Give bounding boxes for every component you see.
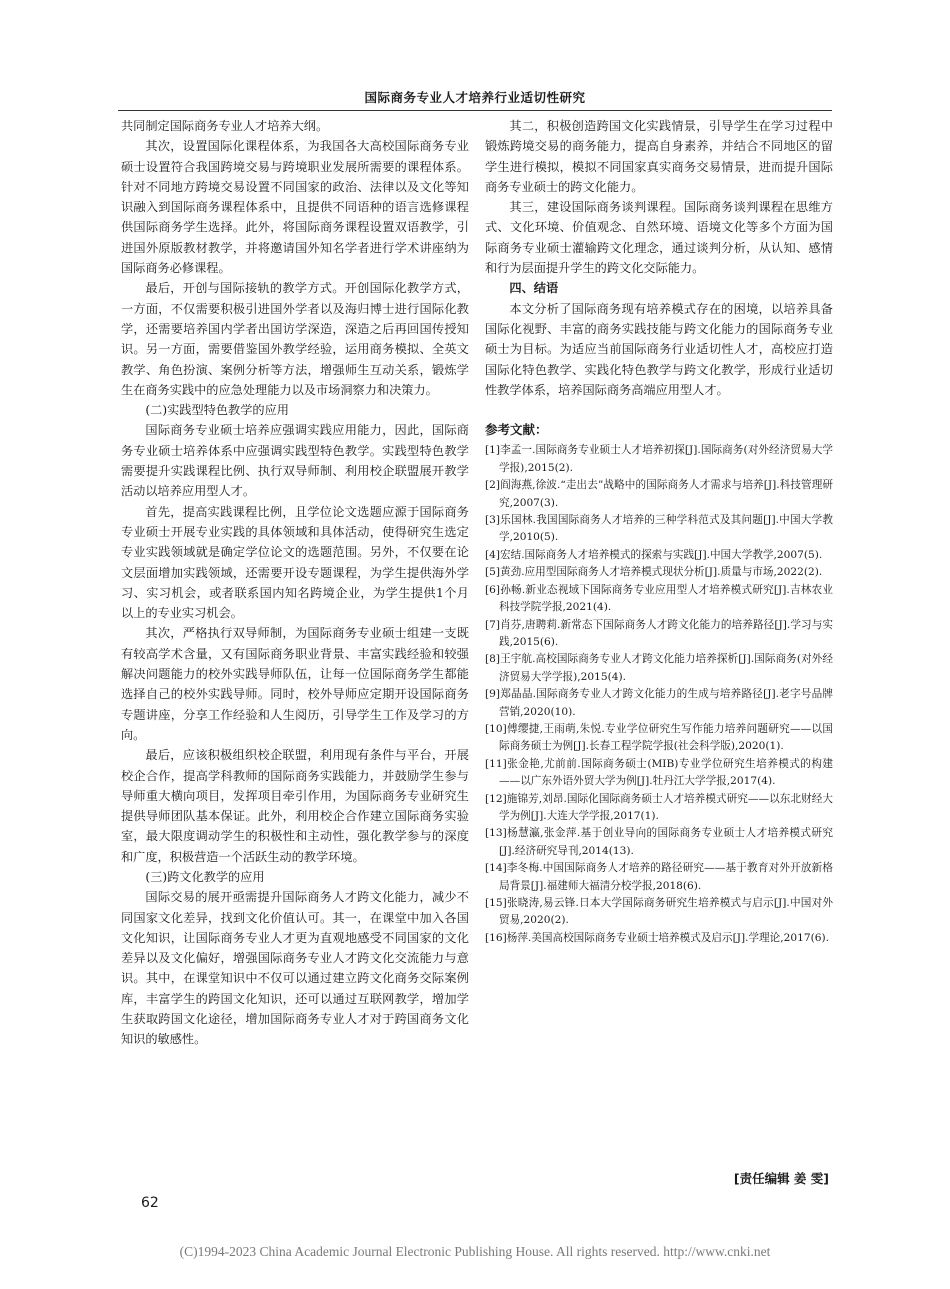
reference-item: [2]阎海燕,徐波.“走出去”战略中的国际商务人才需求与培养[J].科技管理研究,2007(3). <box>485 479 833 509</box>
reference-item: [1]李孟一.国际商务专业硕士人才培养初探[J].国际商务(对外经济贸易大学学报),2015(2). <box>485 444 833 474</box>
reference-item: [11]张金艳,尤前前.国际商务硕士(MIB)专业学位研究生培养模式的构建——以广东外语外贸大学为例[J].牡丹江大学学报,2017(4). <box>485 757 833 788</box>
responsible-editor: [责任编辑 姜 雯] <box>733 1171 829 1186</box>
subsection-heading: (三)跨文化教学的应用 <box>145 869 265 884</box>
paragraph: 国际交易的展开亟需提升国际商务人才跨文化能力，减少不同国家文化差异，找到文化价值认可。其一，在课堂中加入各国文化知识，让国际商务专业人才更为直观地感受不同国家的文化差异以及文化偏好，增强国际商务专业人才跨文化交流能力与意识。其中，在课堂知识中不仅可以通过建立跨文化商务交际案例库，丰富学生的跨国文化知识，还可以通过互联网教学，增加学生获取跨国文化途径，增加国际商务专业人才对于跨国商务文化知识的敏感性。 <box>121 890 469 1047</box>
paragraph: 其三，建设国际商务谈判课程。国际商务谈判课程在思维方式、文化环境、价值观念、自然环境、语境文化等多个方面为国际商务专业硕士灌输跨文化理念，通过谈判分析，从认知、感情和行为层面提升学生的跨文化交际能力。 <box>485 200 833 276</box>
paragraph: 其二，积极创造跨国文化实践情景，引导学生在学习过程中锻炼跨境交易的商务能力，提高自身素养，并结合不同地区的留学生进行模拟，模拟不同国家真实商务交易情景，进而提升国际商务专业硕士的跨文化能力。 <box>485 119 833 194</box>
reference-item: [15]张晓涛,易云锋.日本大学国际商务研究生培养模式与启示[J].中国对外贸易,2020(2). <box>485 897 833 927</box>
paragraph: 本文分析了国际商务现有培养模式存在的困境，以培养具备国际化视野、丰富的商务实践技能与跨文化能力的国际商务专业硕士为目标。为适应当前国际商务行业适切性人才，高校应打造国际化特色教学、实践化特色教学与跨文化教学，形成行业适切性教学体系，培养国际商务高端应用型人才。 <box>485 301 833 397</box>
reference-item: [13]杨慧瀛,张金萍.基于创业导向的国际商务专业硕士人才培养模式研究[J].经济研究导刊,2014(13). <box>485 827 833 857</box>
references-list <box>485 442 833 947</box>
reference-item: [3]乐国林.我国国际商务人才培养的三种学科范式及其问题[J].中国大学教学,2010(5). <box>485 514 833 544</box>
left-column <box>121 116 469 1050</box>
paragraph: 最后，开创与国际接轨的教学方式。开创国际化教学方式，一方面，不仅需要积极引进国外学者以及海归博士进行国际化教学，还需要培养国内学者出国访学深造，深造之后再回国传授知识。另一方面，需要借鉴国外教学经验，运用商务模拟、全英文教学、角色扮演、案例分析等方法，增强师生互动关系，锻炼学生在商务实践中的应急处理能力以及市场洞察力和决策力。 <box>121 281 469 397</box>
reference-item: [6]孙畅.新业态视域下国际商务专业应用型人才培养模式研究[J].吉林农业科技学院学报,2021(4). <box>485 583 833 614</box>
reference-item: [8]王宇航.高校国际商务专业人才跨文化能力培养探析[J].国际商务(对外经济贸易大学学报),2015(4). <box>485 653 833 683</box>
paragraph: 其次，设置国际化课程体系，为我国各大高校国际商务专业硕士设置符合我国跨境交易与跨境职业发展所需要的课程体系。针对不同地方跨境交易设置不同国家的政治、法律以及文化等知识融入到国际商务课程体系中，且提供不同语种的语言选修课程供国际商务学生选择。此外，将国际商务课程设置双语教学，引进国外原版教材教学，并将邀请国外知名学者进行学术讲座纳为国际商务必修课程。 <box>121 139 469 276</box>
reference-item: [10]傅缨捷,王雨萌,朱悦.专业学位研究生写作能力培养问题研究——以国际商务硕士为例[J].长春工程学院学报(社会科学版),2020(1). <box>485 722 833 753</box>
paragraph: 国际商务专业硕士培养应强调实践应用能力，因此，国际商务专业硕士培养体系中应强调实践型特色教学。实践型特色教学需要提升实践课程比例、执行双导师制、利用校企联盟展开教学活动以培养应用型人才。 <box>121 423 469 499</box>
reference-item: [5]黄劲.应用型国际商务人才培养模式现状分析[J].质量与市场,2022(2). <box>485 566 823 579</box>
paragraph: 首先，提高实践课程比例，且学位论文选题应源于国际商务专业硕士开展专业实践的具体领域和具体活动，使得研究生选定专业实践领域就是确定学位论文的选题范围。另外，不仅要在论文层面增加实践领域，还需要开设专题课程，为学生提供海外学习、实习机会，或者联系国内知名跨境企业，为学生提供1个月以上的专业实习机会。 <box>121 504 469 621</box>
paragraph: 最后，应该积极组织校企联盟，利用现有条件与平台，开展校企合作，提高学科教师的国际商务实践能力，并鼓励学生参与导师重大横向项目，发挥项目牵引作用，为国际商务专业研究生提供导师团队基本保证。此外，利用校企合作建立国际商务实验室，最大限度调动学生的积极性和主动性，强化教学参与的深度和广度，积极营造一个活跃生动的教学环境。 <box>121 748 469 864</box>
header-rule <box>118 110 832 111</box>
reference-item: [4]宏结.国际商务人才培养模式的探索与实践[J].中国大学教学,2007(5). <box>485 548 823 561</box>
right-column <box>485 116 833 947</box>
running-header: 国际商务专业人才培养行业适切性研究 <box>364 90 586 105</box>
section-heading: 四、结语 <box>509 281 559 296</box>
reference-item: [7]肖芬,唐聘莉.新常态下国际商务人才跨文化能力的培养路径[J].学习与实践,2015(6). <box>485 618 833 648</box>
reference-item: [14]李冬梅.中国国际商务人才培养的路径研究——基于教育对外开放新格局背景[J].福建师大福清分校学报,2018(6). <box>485 862 833 892</box>
copyright-footer: (C)1994-2023 China Academic Journal Electronic Publishing House. All rights reserved. http://www.cnki.net <box>179 1244 771 1259</box>
subsection-heading: (二)实践型特色教学的应用 <box>145 403 289 418</box>
page-number: 62 <box>141 1195 159 1211</box>
reference-item: [16]杨萍.美国高校国际商务专业硕士培养模式及启示[J].学理论,2017(6). <box>485 931 829 944</box>
right-column-body <box>485 116 833 400</box>
references-title: 参考文献： <box>485 422 548 438</box>
paragraph: 共同制定国际商务专业人才培养大纲。 <box>121 119 329 133</box>
paragraph: 其次，严格执行双导师制，为国际商务专业硕士组建一支既有较高学术含量，又有国际商务职业背景、丰富实践经验和较强解决问题能力的校外实践导师队伍，让每一位国际商务学生都能选择自己的校外实践导师。同时，校外导师应定期开设国际商务专题讲座，分享工作经验和人生阅历，引导学生工作及学习的方向。 <box>121 626 469 742</box>
reference-item: [9]郑晶晶.国际商务专业人才跨文化能力的生成与培养路径[J].老字号品牌营销,2020(10). <box>485 688 833 718</box>
reference-item: [12]施锦芳,刘昂.国际化国际商务硕士人才培养模式研究——以东北财经大学为例[J].大连大学学报,2017(1). <box>485 792 833 822</box>
